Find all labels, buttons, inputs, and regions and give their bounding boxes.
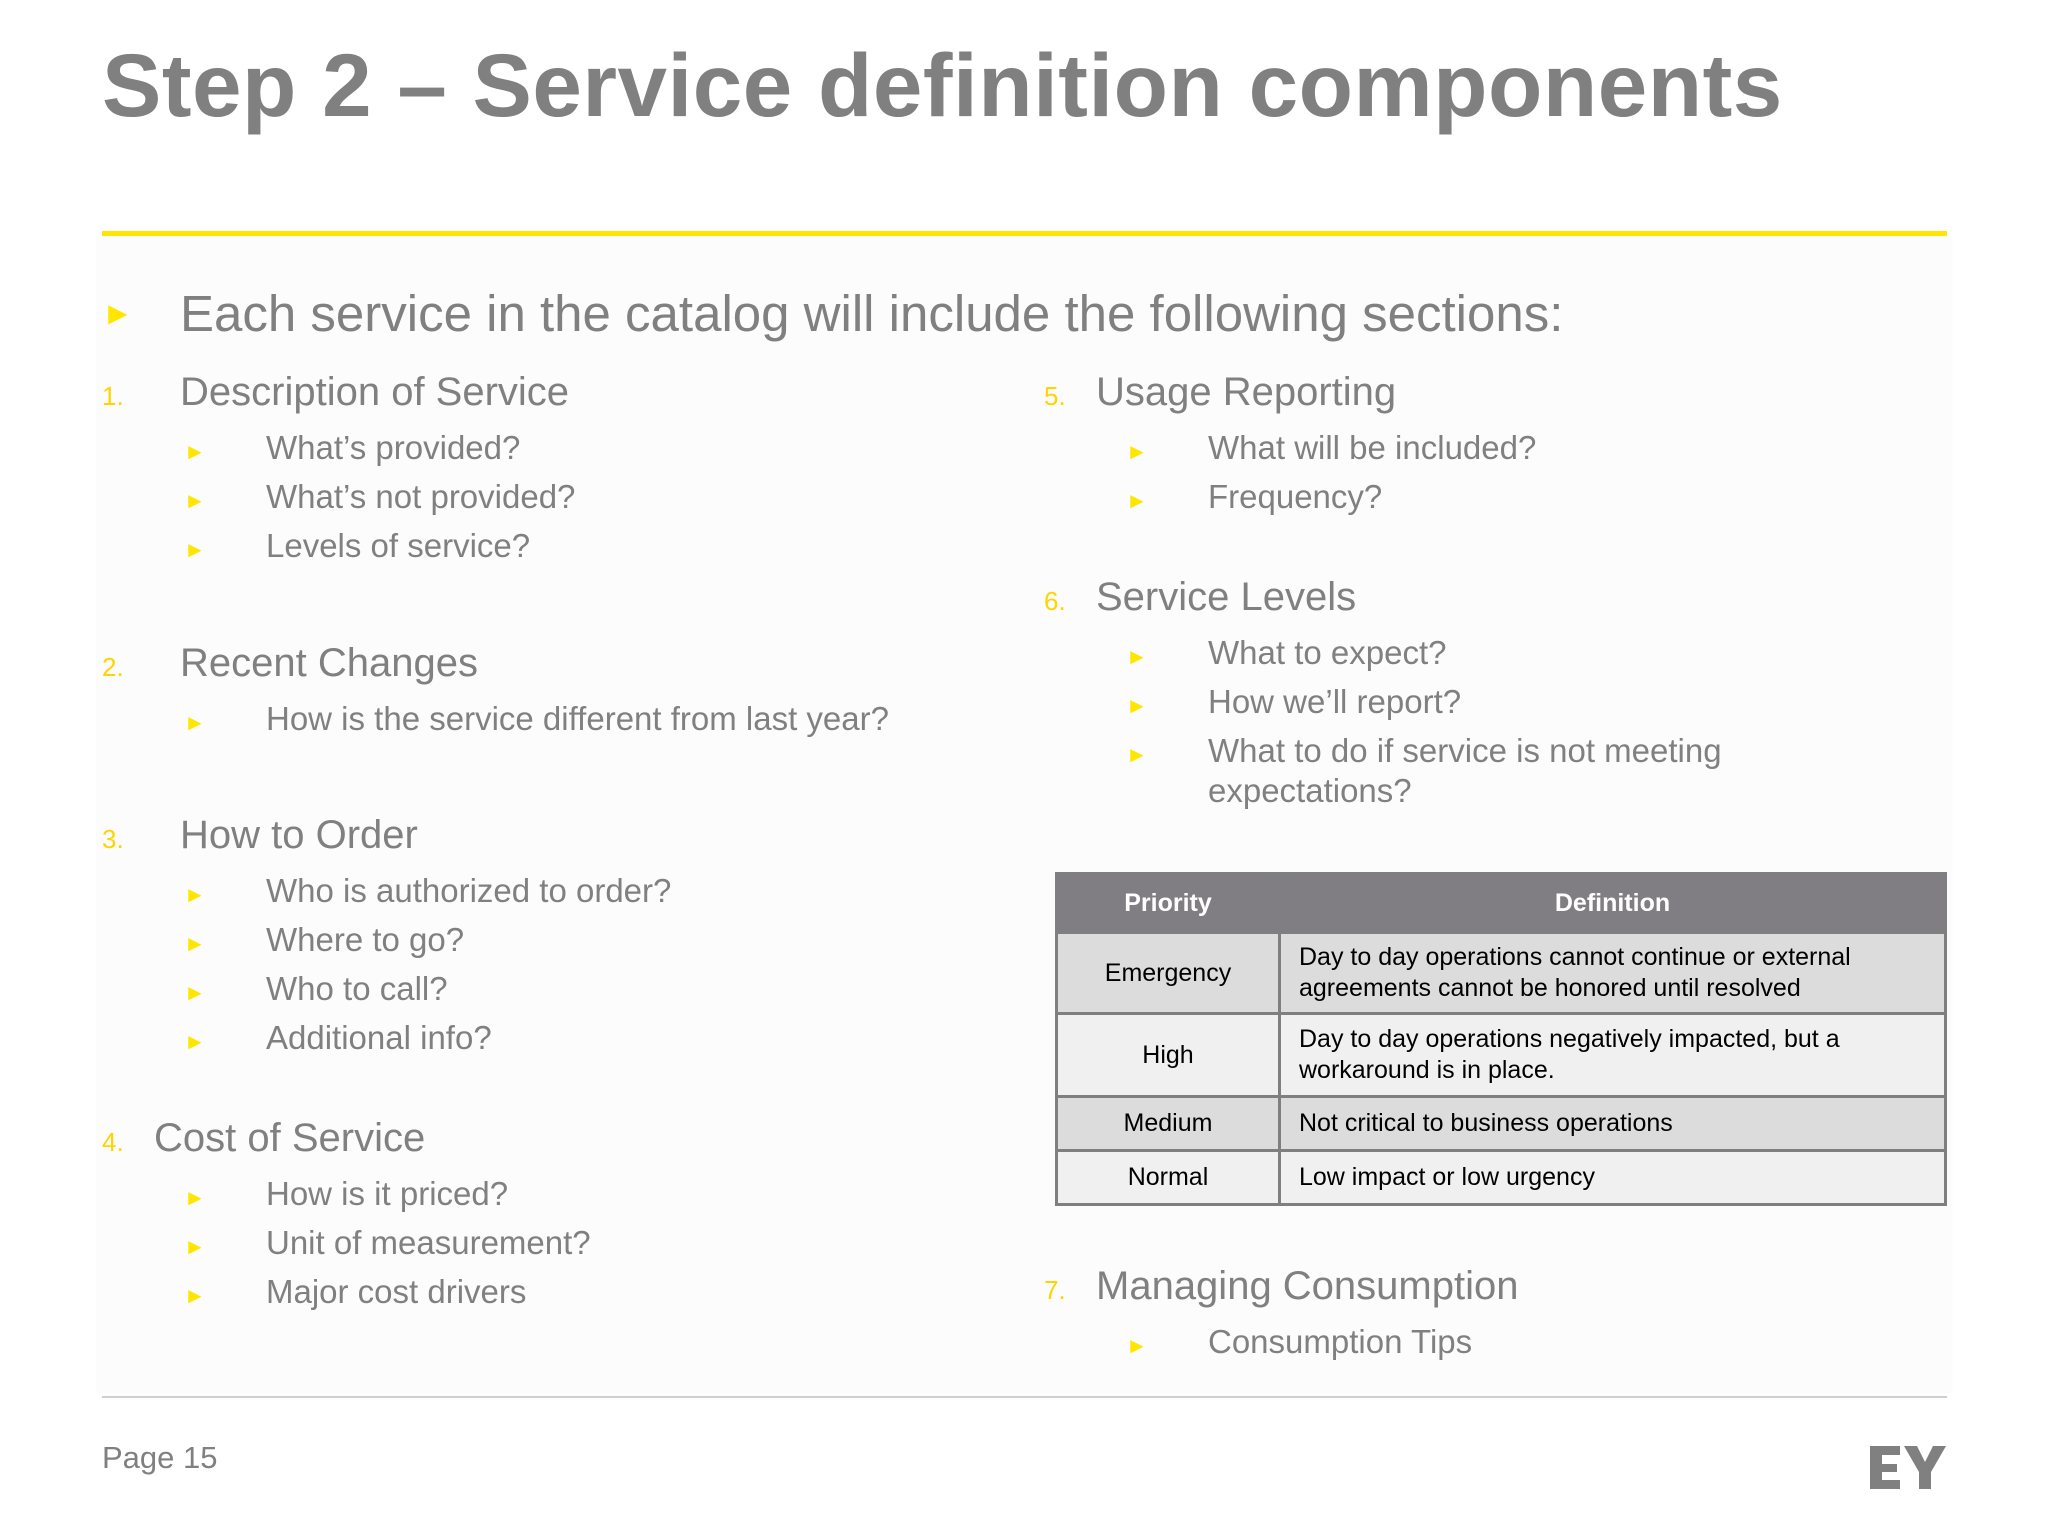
list-item: ► What to do if service is not meeting expectations? xyxy=(1044,731,1768,815)
definition-cell: Day to day operations negatively impacted, but a workaround is in place. xyxy=(1280,1014,1946,1097)
section-title: Recent Changes xyxy=(180,641,478,685)
triangle-bullet-icon: ► xyxy=(184,1029,206,1054)
section-title: Managing Consumption xyxy=(1096,1264,1519,1308)
list-item: ► Unit of measurement? xyxy=(102,1223,591,1272)
section-how-to-order xyxy=(102,813,671,1067)
section-number: 3. xyxy=(102,824,124,854)
page-title: Step 2 – Service definition components xyxy=(102,35,1783,135)
intro-text: Each service in the catalog will include the following sections: xyxy=(180,284,1564,342)
section-number: 7. xyxy=(1044,1275,1066,1305)
triangle-bullet-icon: ► xyxy=(184,710,206,735)
triangle-bullet-icon: ► xyxy=(184,439,206,464)
priority-cell: High xyxy=(1057,1014,1280,1097)
section-usage-reporting xyxy=(1044,370,1536,526)
page-number: Page 15 xyxy=(102,1440,218,1475)
triangle-bullet-icon: ► xyxy=(184,488,206,513)
triangle-bullet-icon: ► xyxy=(1126,644,1148,669)
section-number: 6. xyxy=(1044,586,1066,616)
section-number: 4. xyxy=(102,1127,124,1157)
section-description-of-service xyxy=(102,370,575,575)
triangle-bullet-icon: ► xyxy=(1126,742,1148,767)
definition-cell: Day to day operations cannot continue or external agreements cannot be honored until resolved xyxy=(1280,933,1946,1014)
list-item: ► What will be included? xyxy=(1044,428,1536,477)
column-header-priority: Priority xyxy=(1057,874,1280,933)
list-item: ► What’s not provided? xyxy=(102,477,575,526)
definition-cell: Not critical to business operations xyxy=(1280,1097,1946,1151)
list-item: ► What’s provided? xyxy=(102,428,575,477)
table-row xyxy=(1057,933,1946,1014)
triangle-bullet-icon: ► xyxy=(184,1185,206,1210)
list-item: ► Levels of service? xyxy=(102,526,575,575)
section-cost-of-service xyxy=(102,1116,591,1321)
footer-divider xyxy=(102,1396,1947,1398)
triangle-bullet-icon: ► xyxy=(184,882,206,907)
triangle-bullet-icon: ► xyxy=(184,1234,206,1259)
triangle-bullet-icon: ► xyxy=(184,1283,206,1308)
list-item: ► Major cost drivers xyxy=(102,1272,591,1321)
triangle-bullet-icon: ► xyxy=(1126,488,1148,513)
section-title: How to Order xyxy=(180,813,418,857)
list-item: ► Frequency? xyxy=(1044,477,1536,526)
section-recent-changes xyxy=(102,641,889,748)
triangle-bullet-icon: ► xyxy=(102,294,134,331)
priority-cell: Medium xyxy=(1057,1097,1280,1151)
section-title: Description of Service xyxy=(180,370,570,414)
section-title: Cost of Service xyxy=(154,1116,426,1160)
table-row xyxy=(1057,1014,1946,1097)
triangle-bullet-icon: ► xyxy=(184,537,206,562)
list-item: ► Where to go? xyxy=(102,920,671,969)
priority-cell: Normal xyxy=(1057,1151,1280,1205)
list-item: ► Additional info? xyxy=(102,1018,671,1067)
intro-line xyxy=(102,278,1563,348)
section-number: 2. xyxy=(102,652,124,682)
triangle-bullet-icon: ► xyxy=(184,931,206,956)
list-item: ► Who is authorized to order? xyxy=(102,871,671,920)
triangle-bullet-icon: ► xyxy=(1126,693,1148,718)
list-item: ► Consumption Tips xyxy=(1044,1322,1518,1371)
triangle-bullet-icon: ► xyxy=(184,980,206,1005)
list-item: ► What to expect? xyxy=(1044,633,1768,682)
section-number: 5. xyxy=(1044,381,1066,411)
column-header-definition: Definition xyxy=(1280,874,1946,933)
definition-cell: Low impact or low urgency xyxy=(1280,1151,1946,1205)
table-header-row xyxy=(1057,874,1946,933)
section-service-levels xyxy=(1044,575,1768,815)
list-item: ► Who to call? xyxy=(102,969,671,1018)
list-item: ► How is the service different from last year? xyxy=(102,699,889,748)
priority-cell: Emergency xyxy=(1057,933,1280,1014)
table-row xyxy=(1057,1097,1946,1151)
section-number: 1. xyxy=(102,381,124,411)
section-title: Service Levels xyxy=(1096,575,1357,619)
triangle-bullet-icon: ► xyxy=(1126,439,1148,464)
list-item: ► How is it priced? xyxy=(102,1174,591,1223)
section-title: Usage Reporting xyxy=(1096,370,1397,414)
section-managing-consumption xyxy=(1044,1264,1518,1371)
priority-table xyxy=(1055,872,1947,1206)
ey-logo xyxy=(1866,1436,1948,1494)
title-divider xyxy=(102,231,1947,236)
triangle-bullet-icon: ► xyxy=(1126,1333,1148,1358)
list-item: ► How we’ll report? xyxy=(1044,682,1768,731)
table-row xyxy=(1057,1151,1946,1205)
